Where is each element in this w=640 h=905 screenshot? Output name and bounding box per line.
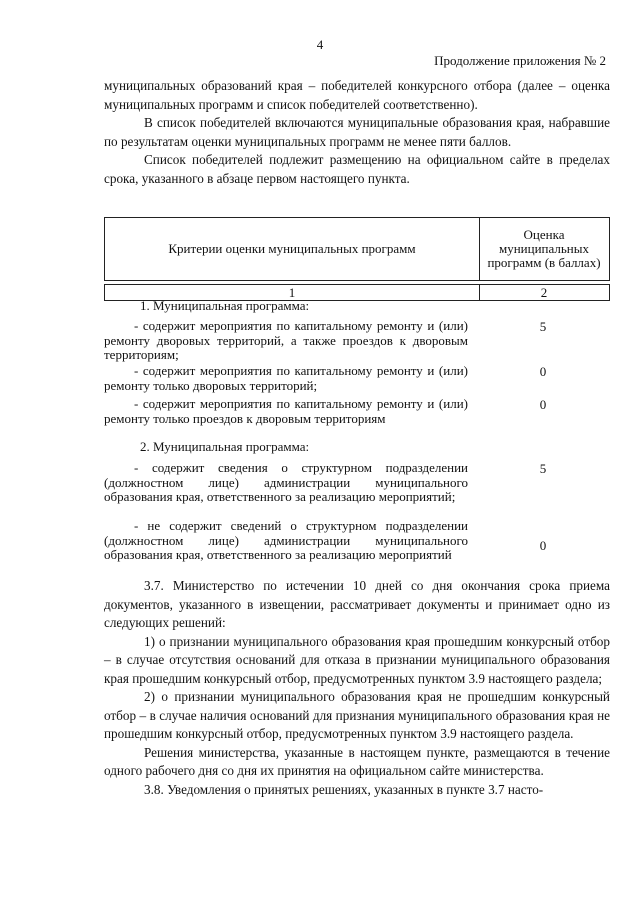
paragraph: В список победителей включаются муниципальные образования края, набравшие по результатам оценки муниципальных программ не менее пяти баллов.: [104, 115, 610, 149]
criteria-group-title: 2. Муниципальная программа:: [140, 439, 310, 454]
criteria-item: - содержит мероприятия по капитальному ремонту и (или) ремонту дворовых территорий, а также проездов к дворовым территориям;: [104, 318, 468, 362]
criteria-item: - содержит мероприятия по капитальному ремонту и (или) ремонту только дворовых территорий;: [104, 363, 468, 393]
criteria-group-title: 1. Муниципальная программа:: [140, 298, 310, 313]
intro-text: [104, 77, 610, 188]
criteria-item: - содержит сведения о структурном подразделении (должностном лице) администрации муниципального образования края, ответственного за реализацию мероприятий;: [104, 460, 468, 504]
criteria-item: - не содержит сведений о структурном подразделении (должностном лице) администрации муниципального образования края, ответственного за реализацию мероприятий: [104, 518, 468, 562]
column-number: 1: [105, 285, 480, 300]
criteria-score: 0: [539, 538, 547, 553]
paragraph: Решения министерства, указанные в настоящем пункте, размещаются в течение одного рабочего дня со дня их принятия на официальном сайте министерства.: [104, 744, 610, 778]
criteria-score: 5: [539, 319, 547, 334]
paragraph: 2) о признании муниципального образования края не прошедшим конкурсный отбор – в случае наличия оснований для признания муниципального образования края не прошедшим конкурсный отбор, предусмотренных пунктом 3.9 настоящего раздела.: [104, 689, 610, 741]
appendix-continuation: Продолжение приложения № 2: [434, 53, 606, 68]
section-3-7-text: [104, 577, 610, 799]
table-header-row: [104, 217, 610, 281]
paragraph: муниципальных образований края – победителей конкурсного отбора (далее – оценка муниципальных программ и список победителей соответственно).: [104, 78, 610, 112]
paragraph: 3.8. Уведомления о принятых решениях, указанных в пункте 3.7 насто-: [144, 781, 544, 797]
paragraph: 3.7. Министерство по истечении 10 дней со дня окончания срока приема документов, указанного в извещении, рассматривает документы и принимает одно из следующих решений:: [104, 578, 610, 630]
criteria-column-header: Критерии оценки муниципальных программ: [105, 218, 480, 280]
column-number: 2: [540, 285, 548, 300]
criteria-item: - содержит мероприятия по капитальному ремонту и (или) ремонту только проездов к дворовым территориям: [104, 396, 468, 426]
score-column-header: Оценка муниципальных программ (в баллах): [487, 227, 601, 270]
paragraph: 1) о признании муниципального образования края прошедшим конкурсный отбор – в случае отсутствия оснований для отказа в признании муниципального образования края прошедшим конкурсный отбор, предусмотренных пунктом 3.9 настоящего раздела;: [104, 633, 610, 686]
criteria-score: 0: [539, 364, 547, 379]
criteria-score: 5: [539, 461, 547, 476]
paragraph: Список победителей подлежит размещению на официальном сайте в пределах срока, указанного в абзаце первом настоящего пункта.: [104, 152, 610, 186]
page-number: 4: [316, 37, 324, 52]
criteria-score: 0: [539, 397, 547, 412]
